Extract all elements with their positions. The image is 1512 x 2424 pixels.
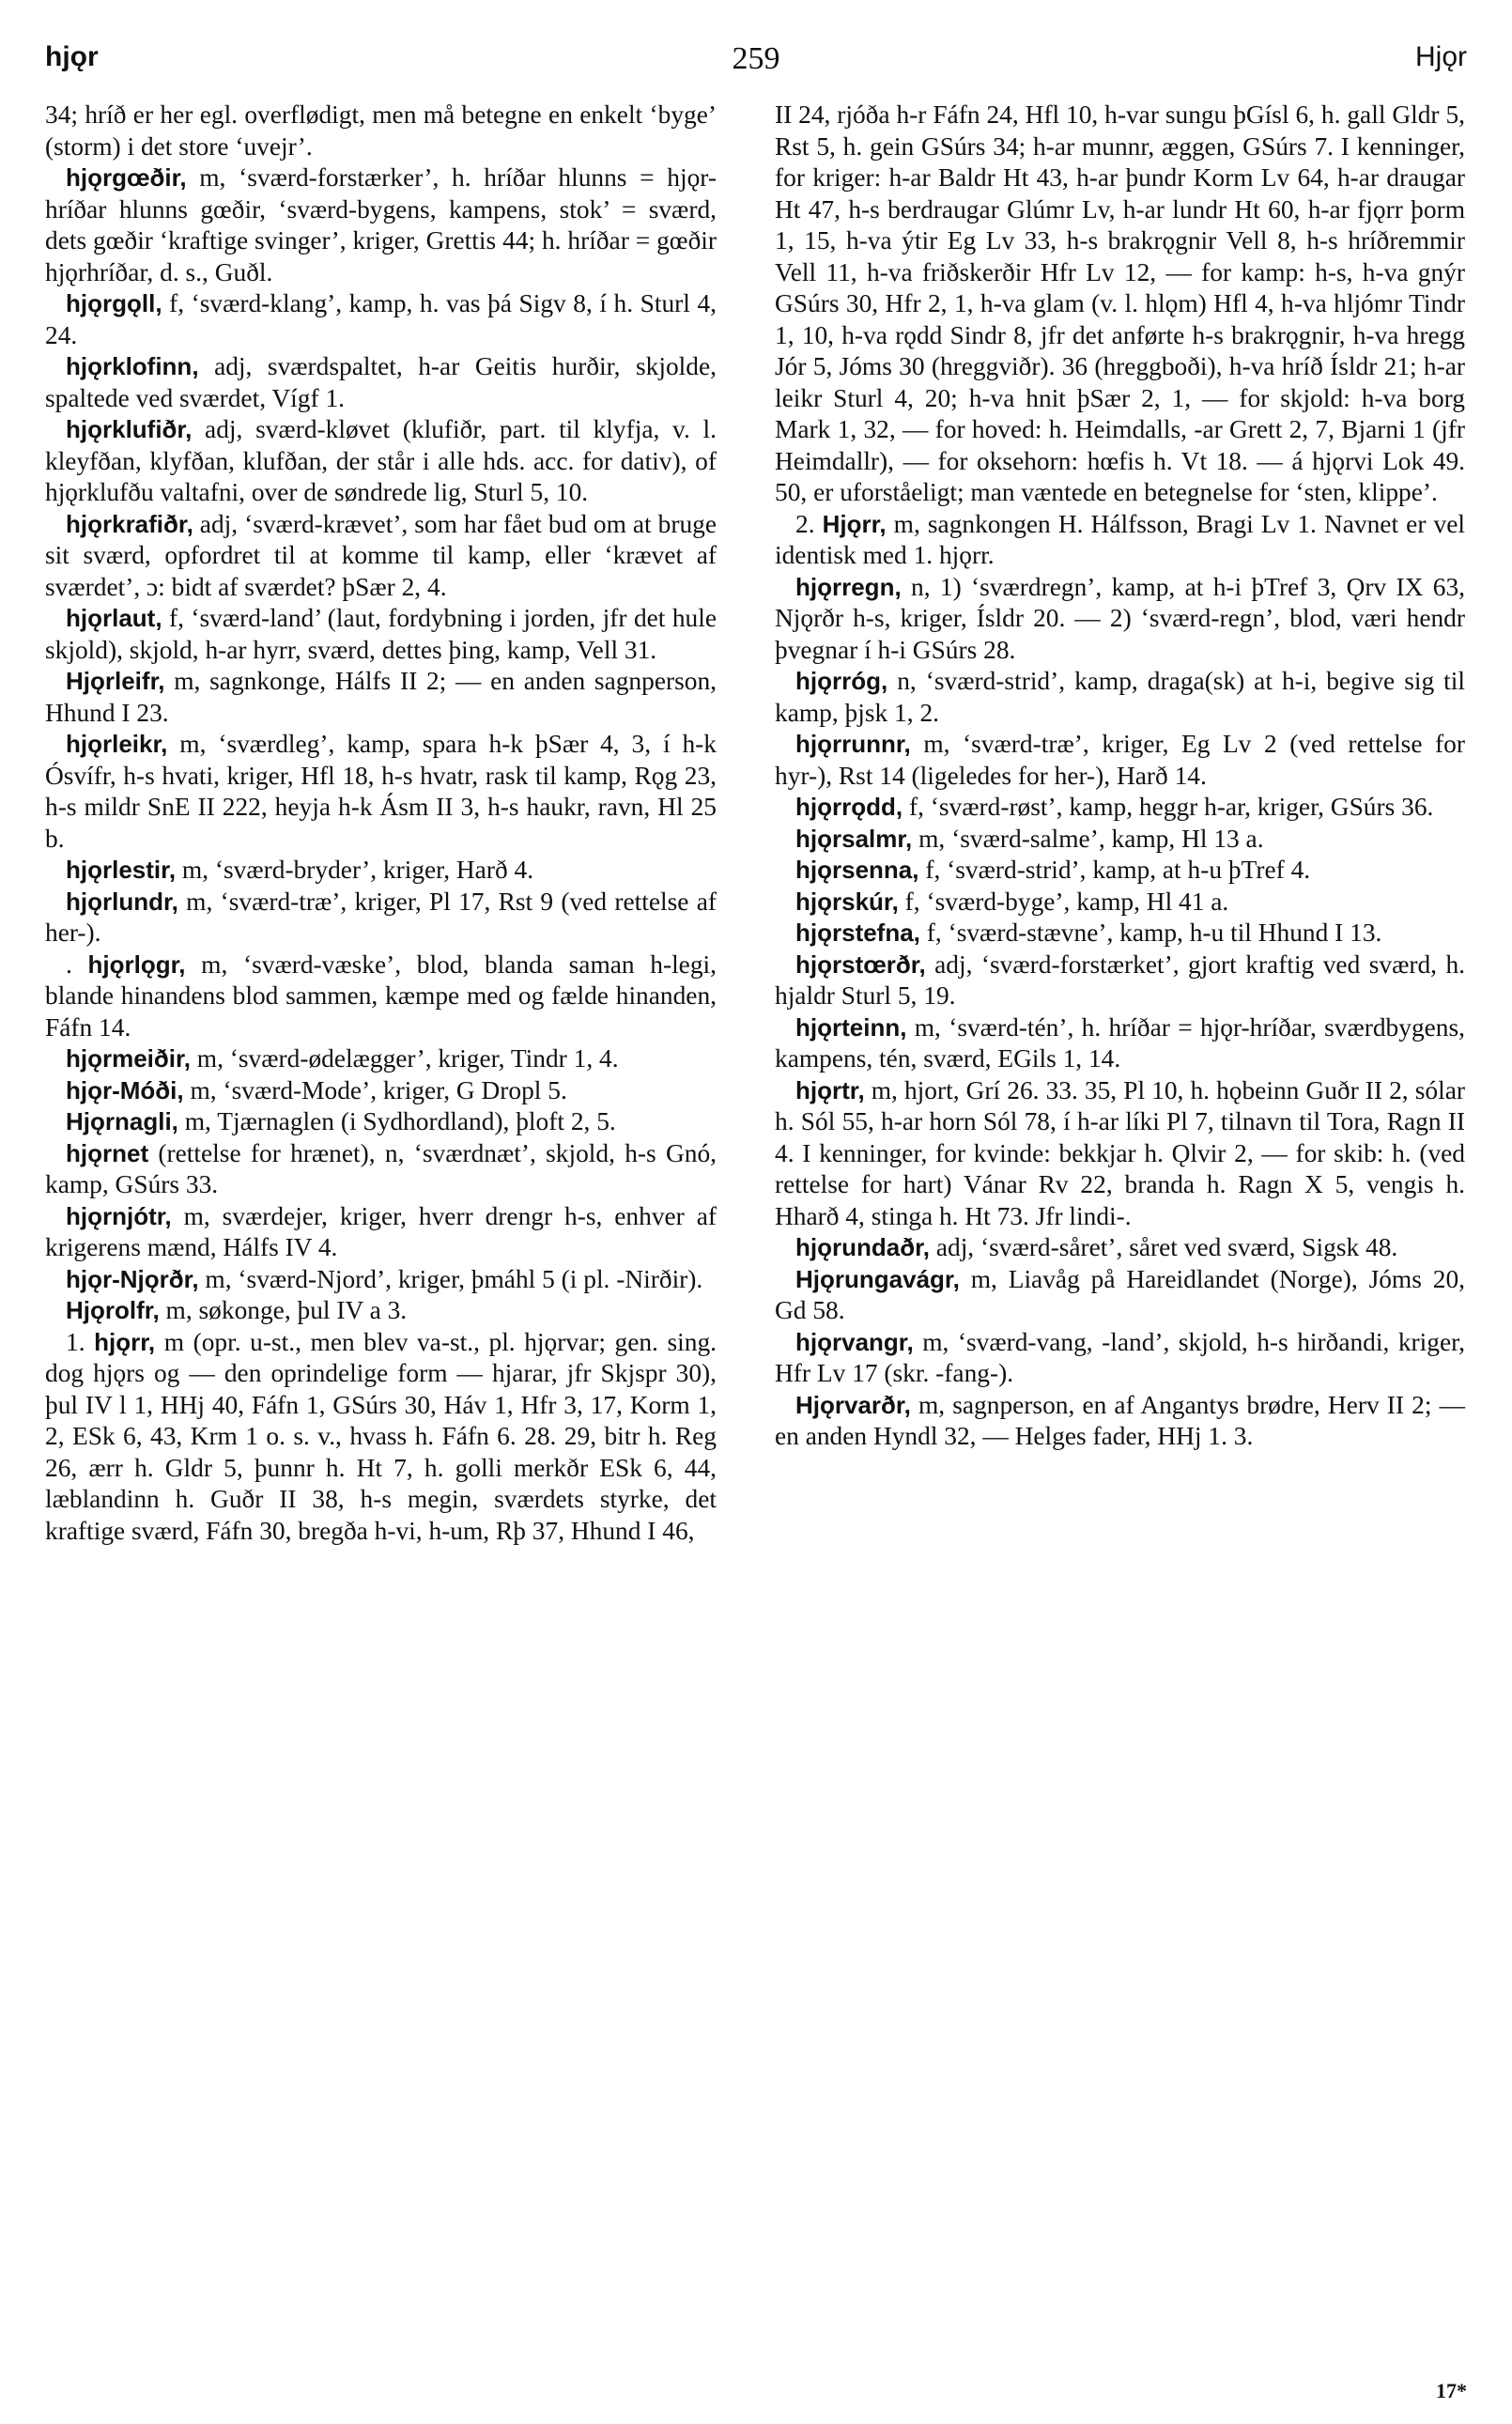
headword: hjǫrgǫll, — [66, 289, 162, 317]
dictionary-entry — [775, 918, 1465, 950]
entry-definition: m, sværdejer, kriger, hverr drengr h-s, enhver af krigerens mænd, Hálfs IV 4. — [45, 1201, 717, 1261]
dictionary-entry — [775, 572, 1465, 667]
page-header — [45, 41, 1467, 88]
headword: Hjǫrnagli, — [66, 1107, 178, 1135]
headword: Hjǫrungavágr, — [795, 1264, 960, 1293]
dictionary-entry — [775, 1012, 1465, 1075]
entry-definition: II 24, rjóða h-r Fáfn 24, Hfl 10, h-var sungu þGísl 6, h. gall Gldr 5, Rst 5, h. gein GSúrs 34; h-ar munnr, æggen, GSúrs 7. I kenninger, for kriger: h-ar Baldr Ht 43, h-ar þundr Korm Lv 64, h-ar draugar Ht 47, h-s berdraugar Glúmr Lv, h-ar lundr Ht 60, h-ar fjǫrr þorm 1, 15, h-va ýtir Eg Lv 33, h-s brakrǫgnir Vell 8, h-s hríðremmir Vell 11, h-va friðskerðir Hfr Lv 12, — for kamp: h-s, h-va gnýr GSúrs 30, Hfr 2, 1, h-va glam (v. l. hlǫm) Hfl 4, h-va hljómr Tindr 1, 10, h-va rǫdd Sindr 8, jfr det anførte h-s brakrǫgnir, h-va hregg Jór 5, Jóms 30 (hreggviðr). 36 (hreggboði), h-va hríð Ísldr 21; h-ar leikr Sturl 4, 20; h-va hnit þSær 2, 1, — for skjold: h-va borg Mark 1, 32, — for hoved: h. Heimdalls, -ar Grett 2, 7, Bjarni 1 (jfr Heimdallr), — for oksehorn: hœfis h. Vt 18. — á hjǫrvi Lok 49. 50, er uforståeligt; man væntede en betegnelse for ‘sten, klippe’. — [775, 100, 1465, 506]
headword: hjǫrvangr, — [795, 1327, 914, 1356]
dictionary-entry — [45, 351, 717, 414]
entry-definition: f, ‘sværd-strid’, kamp, at h-u þTref 4. — [918, 856, 1311, 884]
entry-definition: f, ‘sværd-byge’, kamp, Hl 41 a. — [898, 887, 1229, 916]
left-column — [45, 100, 717, 1547]
entry-definition: m, ‘sværd-tén’, h. hríðar = hjǫr-hríðar, sværdbygens, kampens, tén, sværd, EGils 1, 14. — [775, 1012, 1465, 1073]
dictionary-entry — [775, 1075, 1465, 1233]
headword: Hjǫrleifr, — [66, 667, 165, 695]
dictionary-entry — [45, 100, 717, 162]
entry-definition: m, søkonge, þul IV a 3. — [159, 1296, 408, 1324]
headword: hjǫrklufiðr, — [66, 415, 193, 443]
dictionary-entry — [775, 792, 1465, 824]
entry-definition: f, ‘sværd-røst’, kamp, heggr h-ar, kriger, GSúrs 36. — [903, 793, 1434, 821]
headword: hjǫrgœðir, — [66, 163, 187, 192]
headword: hjǫrtr, — [795, 1075, 865, 1104]
entry-definition: n, ‘sværd-strid’, kamp, draga(sk) at h-i, begive sig til kamp, þjsk 1, 2. — [775, 667, 1465, 727]
headword: hjǫr-Njǫrðr, — [66, 1264, 199, 1293]
headword: hjǫrskúr, — [795, 887, 899, 916]
entry-definition: m, ‘sværd-forstærker’, h. hríðar hlunns = hjǫr-hríðar hlunns gœðir, ‘sværd-bygens, kampens, stok’ = sværd, dets gœðir ‘kraftige svinger’, kriger, Grettis 44; h. hríðar = gœðir hjǫrhríðar, d. s., Guðl. — [45, 163, 717, 286]
dictionary-entry — [775, 1264, 1465, 1327]
headword: hjǫrrǫdd, — [795, 793, 903, 821]
headword: hjǫrnjótr, — [66, 1201, 172, 1230]
headword: Hjǫrolfr, — [66, 1296, 160, 1324]
dictionary-entry — [45, 950, 717, 1044]
dictionary-entry — [45, 887, 717, 950]
dictionary-entry — [775, 824, 1465, 856]
headword: hjǫrlaut, — [66, 604, 162, 632]
dictionary-entry — [45, 1043, 717, 1075]
headword: hjǫrlǫgr, — [87, 950, 186, 979]
headword: hjǫrr, — [94, 1327, 156, 1356]
headword: hjǫr-Móði, — [66, 1075, 184, 1104]
entry-definition: m, ‘sværd-vang, -land’, skjold, h-s hirðandi, kriger, Hfr Lv 17 (skr. -fang-). — [775, 1327, 1465, 1387]
headword: hjǫrsalmr, — [795, 824, 913, 853]
headword: hjǫrundaðr, — [795, 1233, 930, 1261]
headword: hjǫrlundr, — [66, 887, 178, 916]
headword: hjǫrklofinn, — [66, 352, 199, 380]
dictionary-entry — [45, 162, 717, 288]
dictionary-entry — [775, 950, 1465, 1012]
dictionary-entry — [775, 887, 1465, 919]
dictionary-entry — [45, 509, 717, 604]
entry-definition: m, sagnkongen H. Hálfsson, Bragi Lv 1. Navnet er vel identisk med 1. hjǫrr. — [775, 509, 1465, 569]
signature-mark: 17* — [1436, 2379, 1467, 2402]
running-head-right: Hjǫr — [1414, 41, 1467, 72]
headword: hjǫrkrafiðr, — [66, 509, 193, 538]
entry-definition: adj, sværd-kløvet (klufiðr, part. til klyfja, v. l. kleyfðan, klyfðan, klufðan, der står i alle hds. acc. for dativ), of hjǫrklufðu valtafni, over de søndrede lig, Sturl 5, 10. — [45, 415, 717, 506]
entry-definition: m, ‘sværd-væske’, blod, blanda saman h-legi, blande hinandens blod sammen, kæmpe med og fælde hinanden, Fáfn 14. — [45, 950, 717, 1042]
entry-definition: 34; hríð er her egl. overflødigt, men må betegne en enkelt ‘byge’ (storm) i det store ‘uvejr’. — [45, 100, 717, 161]
dictionary-entry — [775, 100, 1465, 509]
entry-definition: m, ‘sværd-bryder’, kriger, Harð 4. — [176, 856, 534, 884]
headword: hjǫrrunnr, — [795, 730, 911, 758]
entry-definition: m, ‘sværdleg’, kamp, spara h-k þSær 4, 3, í h-k Ósvífr, h-s hvati, kriger, Hfl 18, h-s hvatr, rask til kamp, Rǫg 23, h-s mildr SnE II 222, heyja h-k Ásm II 3, h-s haukr, ravn, Hl 25 b. — [45, 730, 717, 853]
dictionary-entry — [775, 509, 1465, 572]
headword: Hjǫrr, — [822, 509, 887, 538]
page-number: 259 — [732, 41, 780, 76]
entry-definition: adj, ‘sværd-krævet’, som har fået bud om at bruge sit sværd, opfordret til at komme til kamp, eller ‘krævet af sværdet’, ɔ: bidt af sværdet? þSær 2, 4. — [45, 509, 717, 601]
dictionary-entry — [45, 1106, 717, 1138]
entry-definition: m, hjort, Grí 26. 33. 35, Pl 10, h. hǫbeinn Guðr II 2, sólar h. Sól 55, h-ar horn Sól 78, í h-ar líki Pl 7, tilnavn til Tora, Ragn II 4. I kenninger, for kvinde: bekkjar h. Ǫlvir 2, — for skib: h. (ved rettelse for hart) Vánar Rv 22, branda h. Ragn X 5, vengis h. Hharð 4, stinga h. Ht 73. Jfr lindi-. — [775, 1075, 1465, 1230]
entry-definition: m, Liavåg på Hareidlandet (Norge), Jóms 20, Gd 58. — [775, 1264, 1465, 1324]
headword: hjǫrstefna, — [795, 919, 920, 947]
dictionary-entry — [45, 1138, 717, 1201]
running-head-left: hjǫr — [45, 41, 99, 72]
entry-definition: (rettelse for hrænet), n, ‘sværdnæt’, skjold, h-s Gnó, kamp, GSúrs 33. — [45, 1138, 717, 1198]
dictionary-entry — [45, 603, 717, 666]
entry-number: . — [66, 950, 88, 979]
dictionary-entry — [45, 1201, 717, 1264]
entry-definition: adj, sværdspaltet, h-ar Geitis hurðir, skjolde, spaltede ved sværdet, Vígf 1. — [45, 352, 717, 412]
entry-definition: n, 1) ‘sværdregn’, kamp, at h-i þTref 3, Ǫrv IX 63, Njǫrðr h-s, kriger, Ísldr 20. — 2) ‘sværd-regn’, blod, væri hendr þvegnar í h-i GSúrs 28. — [775, 572, 1465, 664]
entry-definition: m, sagnperson, en af Angantys brødre, Herv II 2; — en anden Hyndl 32, — Helges fader, HHj 1. 3. — [775, 1390, 1465, 1450]
entry-number: 2. — [795, 509, 823, 538]
entry-definition: m, ‘sværd-Mode’, kriger, G Dropl 5. — [183, 1075, 567, 1104]
entry-definition: adj, ‘sværd-såret’, såret ved sværd, Sigsk 48. — [930, 1233, 1398, 1261]
headword: hjǫrmeiðir, — [66, 1044, 191, 1073]
headword: hjǫrsenna, — [795, 856, 919, 884]
entry-number: 1. — [66, 1327, 95, 1356]
dictionary-entry — [45, 855, 717, 887]
headword: hjǫrnet — [66, 1138, 149, 1167]
dictionary-entry — [45, 666, 717, 729]
dictionary-entry — [775, 729, 1465, 792]
entry-definition: m, ‘sværd-Njord’, kriger, þmáhl 5 (i pl. -Nirðir). — [198, 1264, 703, 1293]
entry-definition: adj, ‘sværd-forstærket’, gjort kraftig ved sværd, h. hjaldr Sturl 5, 19. — [775, 950, 1465, 1010]
headword: hjǫrstœrðr, — [795, 950, 926, 979]
entry-definition: m, ‘sværd-ødelægger’, kriger, Tindr 1, 4. — [190, 1044, 619, 1073]
dictionary-entry — [45, 1075, 717, 1107]
dictionary-entry — [45, 288, 717, 351]
dictionary-entry — [775, 666, 1465, 729]
headword: hjǫrteinn, — [795, 1012, 907, 1042]
dictionary-entry — [45, 729, 717, 855]
headword: Hjǫrvarðr, — [795, 1390, 911, 1419]
headword: hjǫrregn, — [795, 572, 902, 601]
right-column — [775, 100, 1465, 1453]
dictionary-entry — [45, 1327, 717, 1548]
dictionary-entry — [775, 1390, 1465, 1453]
entry-definition: m, ‘sværd-træ’, kriger, Eg Lv 2 (ved rettelse for hyr-), Rst 14 (ligeledes for her-), Harð 14. — [775, 730, 1465, 790]
dictionary-entry — [775, 855, 1465, 887]
entry-definition: f, ‘sværd-klang’, kamp, h. vas þá Sigv 8, í h. Sturl 4, 24. — [45, 289, 717, 349]
headword: hjǫrróg, — [795, 667, 888, 695]
dictionary-entry — [775, 1232, 1465, 1264]
dictionary-entry — [775, 1327, 1465, 1390]
entry-definition: m, Tjærnaglen (i Sydhordland), þloft 2, 5. — [177, 1107, 616, 1135]
entry-definition: m (opr. u-st., men blev va-st., pl. hjǫrvar; gen. sing. dog hjǫrs og — den oprindelige form — hjarar, jfr Skjspr 30), þul IV l 1, HHj 40, Fáfn 1, GSúrs 30, Háv 1, Hfr 3, 17, Korm 1, 2, ESk 6, 43, Krm 1 o. s. v., hvass h. Fáfn 6. 28. 29, bitr h. Reg 26, ærr h. Gldr 5, þunnr h. Ht 7, h. golli merkðr ESk 6, 44, læblandinn h. Guðr II 38, h-s megin, sværdets styrke, det kraftige sværd, Fáfn 30, bregða h-vi, h-um, Rþ 37, Hhund I 46, — [45, 1327, 717, 1545]
dictionary-entry — [45, 1295, 717, 1327]
entry-definition: f, ‘sværd-land’ (laut, fordybning i jorden, jfr det hule skjold), skjold, h-ar hyrr, sværd, dettes þing, kamp, Vell 31. — [45, 604, 717, 664]
entry-definition: m, sagnkonge, Hálfs II 2; — en anden sagnperson, Hhund I 23. — [45, 667, 717, 727]
dictionary-entry — [45, 1264, 717, 1296]
entry-definition: m, ‘sværd-salme’, kamp, Hl 13 a. — [912, 824, 1264, 853]
dictionary-entry — [45, 414, 717, 509]
headword: hjǫrlestir, — [66, 856, 177, 884]
entry-definition: f, ‘sværd-stævne’, kamp, h-u til Hhund I 13. — [919, 919, 1382, 947]
entry-definition: m, ‘sværd-træ’, kriger, Pl 17, Rst 9 (ved rettelse af her-). — [45, 887, 717, 947]
headword: hjǫrleikr, — [66, 730, 168, 758]
